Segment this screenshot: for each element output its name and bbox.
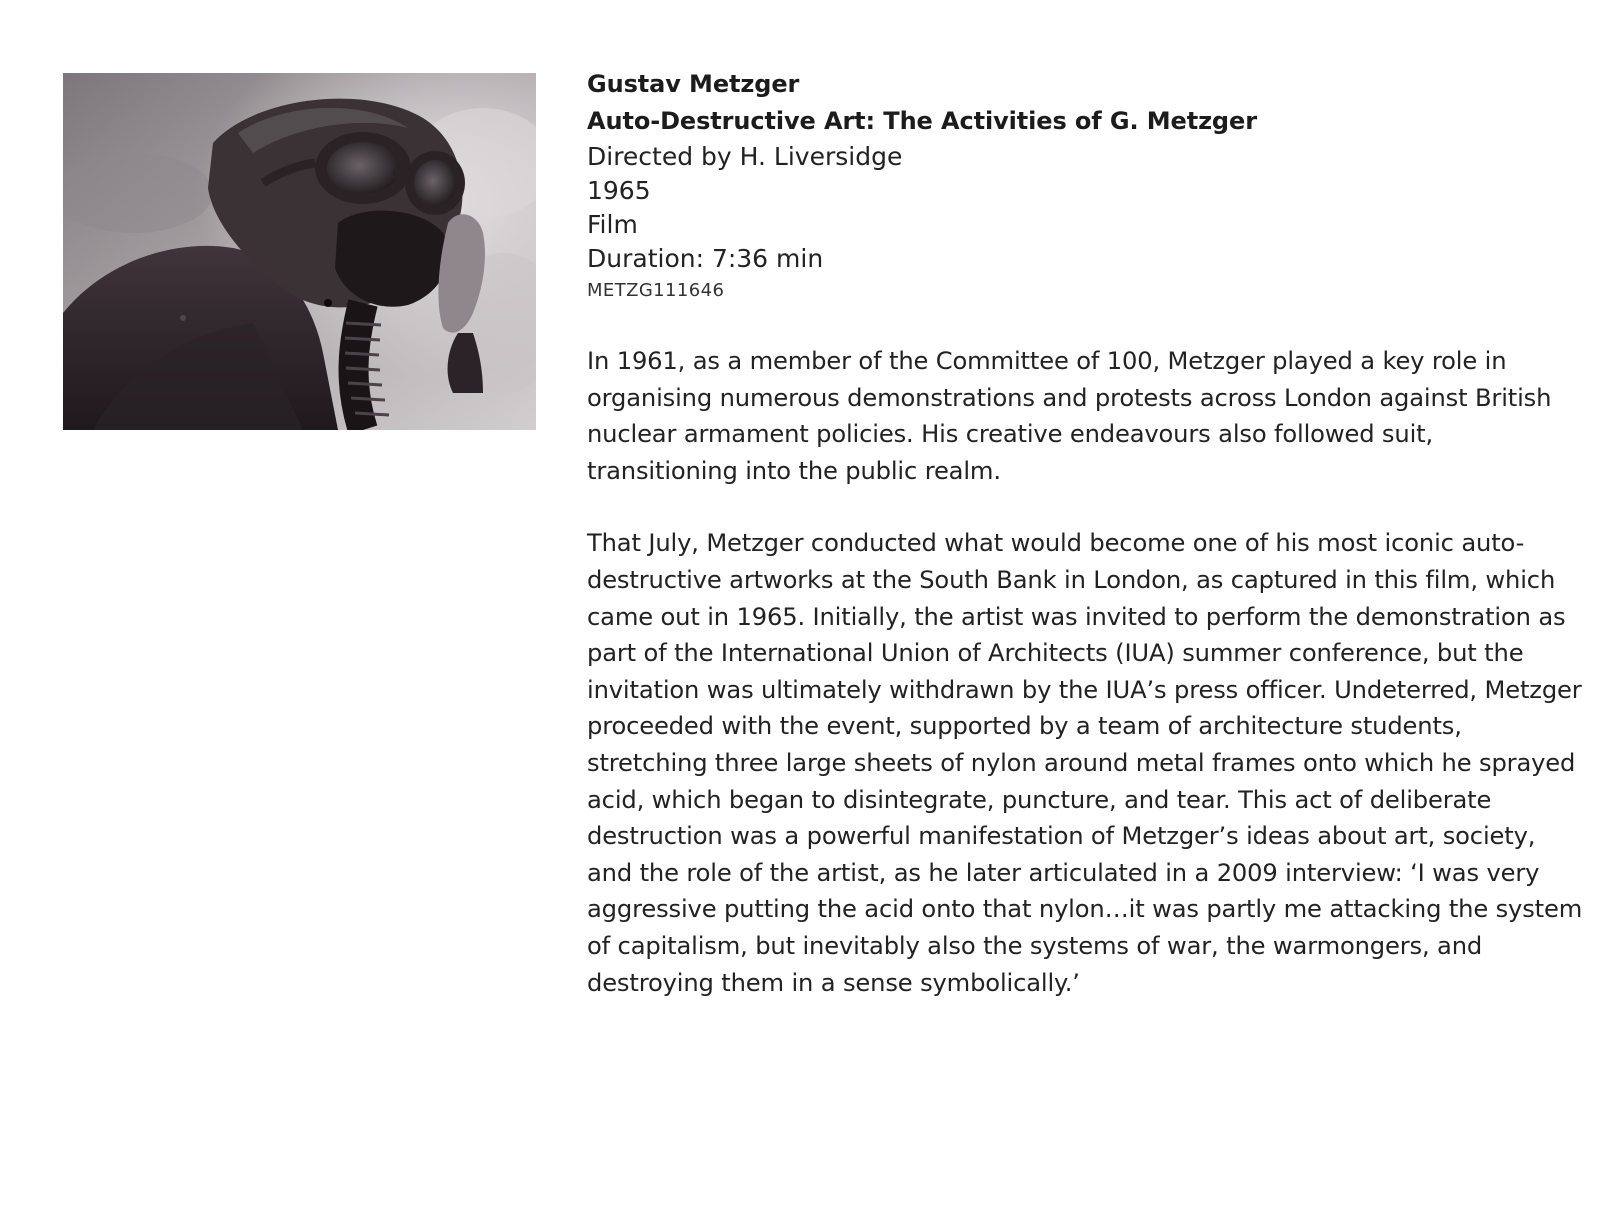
artwork-details — [587, 66, 1567, 306]
description-paragraph: In 1961, as a member of the Committee of 100, Metzger played a key role in organising numerous demonstrations and protests across London against British nuclear armament policies. His creative endeavours also followed suit, transitioning into the public realm. — [587, 347, 1552, 485]
description-paragraph: That July, Metzger conducted what would become one of his most iconic auto-destructive artworks at the South Bank in London, as captured in this film, which came out in 1965. Initially, the artist was invited to perform the demonstration as part of the International Union of Architects (IUA) summer conference, but the invitation was ultimately withdrawn by the IUA’s press officer. Undeterred, Metzger proceeded with the event, supported by a team of architecture students, stretching three large sheets of nylon around metal frames onto which he sprayed acid, which began to disintegrate, puncture, and tear. This act of deliberate destruction was a powerful manifestation of Metzger’s ideas about art, society, and the role of the artist, as he later articulated in a 2009 interview: ‘I was very aggressive putting the acid onto that nylon…it was partly me attacking the system of capitalism, but inevitably also the systems of war, the warmongers, and destroying them in a sense symbolically.’ — [587, 529, 1583, 997]
artist-name: Gustav Metzger — [587, 70, 800, 98]
film-still-image — [63, 73, 536, 430]
artwork-duration: Duration: 7:36 min — [587, 244, 824, 273]
artwork-medium: Film — [587, 210, 638, 239]
director-credit: Directed by H. Liversidge — [587, 142, 903, 171]
artwork-title: Auto-Destructive Art: The Activities of G. Metzger — [587, 107, 1257, 135]
artwork-year: 1965 — [587, 176, 651, 205]
artwork-description — [587, 343, 1587, 1001]
accession-number: METZG111646 — [587, 280, 725, 301]
film-still-photo — [63, 73, 536, 430]
